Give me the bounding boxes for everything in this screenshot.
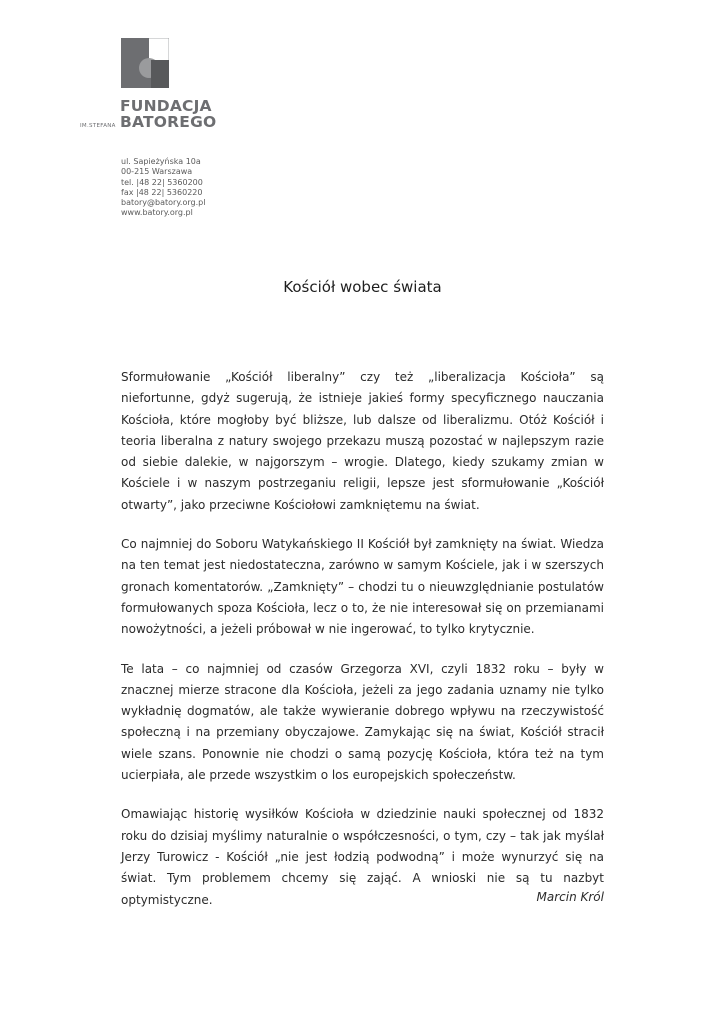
- address-block: [121, 157, 205, 219]
- address-email: batory@batory.org.pl: [121, 198, 206, 208]
- foundation-logo: [80, 38, 217, 133]
- paragraph-4: Omawiając historię wysiłków Kościoła w dziedzinie nauki społecznej od 1832 roku do dzisiaj myślimy naturalnie o współczesności, o tym, czy – tak jak myślał Jerzy Turowicz - Kościół „nie jest łodzią podwodną” i może wynurzyć się na świat. Tym problemem chcemy się zająć. A wnioski nie są tu nazbyt optymistyczne.: [121, 807, 604, 907]
- paragraph-3: Te lata – co najmniej od czasów Grzegorza XVI, czyli 1832 roku – były w znacznej mierze stracone dla Kościoła, jeżeli za jego zadania uznamy nie tylko wykładnię dogmatów, ale także wywieranie dobrego wpływu na rzeczywistość społeczną i na przemiany obyczajowe. Zamykając się na świat, Kościół stracił wiele szans. Ponownie nie chodzi o samą pozycję Kościoła, która też na tym ucierpiała, ale przede wszystkim o los europejskich społeczeństw.: [121, 661, 604, 783]
- paragraph-1: Sformułowanie „Kościół liberalny” czy też „liberalizacja Kościoła” są niefortunne, gdyż sugerują, że istnieje jakieś formy specyficznego nauczania Kościoła, które mogłoby być bliższe, lub dalsze od liberalizmu. Otóż Kościół i teoria liberalna z natury swojego przekazu muszą pozostać w najlepszym razie od siebie dalekie, w najgorszym – wrogie. Dlatego, kiedy szukamy zmian w Kościele i w naszym postrzeganiu religii, lepsze jest sformułowanie „Kościół otwarty”, jako przeciwne Kościołowi zamkniętemu na świat.: [121, 370, 604, 512]
- address-website: www.batory.org.pl: [121, 208, 193, 218]
- logo-name: [120, 98, 216, 130]
- paragraph-2: Co najmniej do Soboru Watykańskiego II Kościół był zamknięty na świat. Wiedza na ten temat jest niedostateczna, zarówno w samym Kościele, jak i w szerszych gronach komentatorów. „Zamknięty” – chodzi tu o nieuwzględnianie postulatów formułowanych spoza Kościoła, lecz o to, że nie interesował się on przemianami nowożytności, a jeżeli próbował w nie ingerować, to tylko krytycznie.: [121, 537, 604, 637]
- document-title: Kościół wobec świata: [283, 278, 442, 296]
- document-body: [121, 367, 604, 929]
- author-signature: Marcin Król: [536, 890, 604, 904]
- address-fax: fax |48 22| 5360220: [121, 187, 203, 197]
- logo-line-2: BATOREGO: [120, 113, 217, 131]
- logo-prefix: IM.STEFANA: [80, 123, 116, 129]
- address-phone: tel. |48 22| 5360200: [121, 177, 203, 187]
- fundacja-batorego-logo-icon: [121, 38, 169, 88]
- address-city: 00-215 Warszawa: [121, 167, 193, 177]
- logo-line-1: FUNDACJA: [120, 97, 212, 115]
- address-street: ul. Sapieżyńska 10a: [121, 157, 201, 166]
